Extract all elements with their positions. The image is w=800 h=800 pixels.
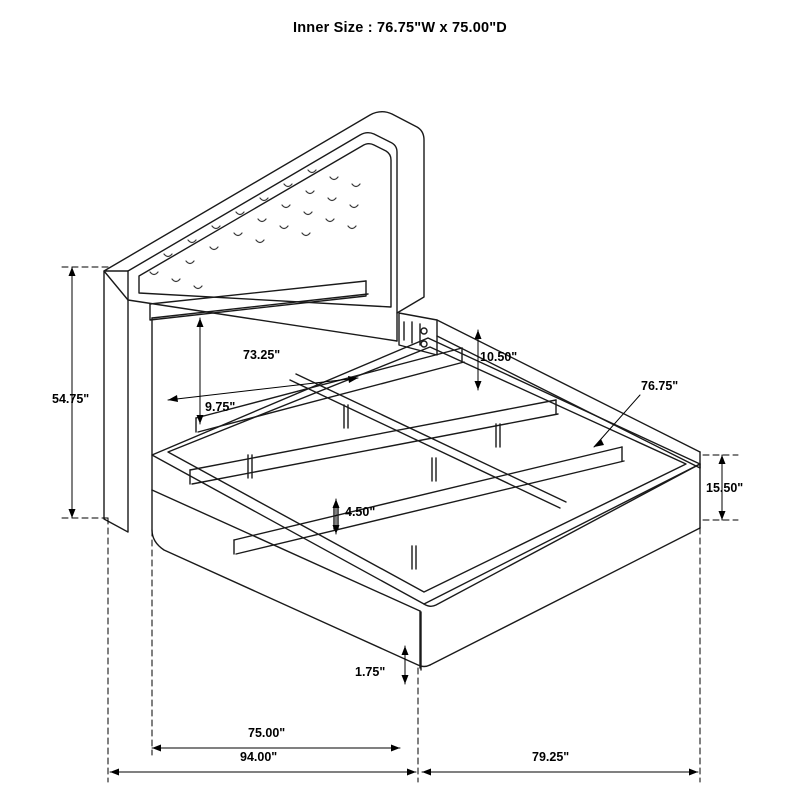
- deck-slats: [190, 348, 624, 554]
- dimension-label-inner-width-rail: 73.25": [243, 348, 281, 362]
- rail-bracket: [399, 313, 437, 355]
- dimension-label-slat-clearance: 9.75": [205, 400, 236, 414]
- dimension-label-side-rail-depth: 10.50": [480, 350, 518, 364]
- tufting-marks: [150, 170, 360, 289]
- dimension-lines: [62, 267, 738, 782]
- dimension-label-overall-width: 94.00": [240, 750, 278, 764]
- dimension-label-center-support-height: 4.50": [345, 505, 376, 519]
- dimension-label-overall-depth: 79.25": [532, 750, 570, 764]
- dimension-label-inner-width: 75.00": [248, 726, 286, 740]
- dimension-label-footboard-rail-height: 1.75": [355, 665, 386, 679]
- page-title: Inner Size : 76.75"W x 75.00"D: [293, 20, 507, 36]
- dimension-label-deck-height: 15.50": [706, 481, 744, 495]
- center-support-legs: [248, 405, 500, 569]
- platform-deck-frame: [152, 318, 700, 611]
- footboard-panel: [152, 464, 700, 670]
- dimension-label-overall-height: 54.75": [52, 392, 90, 406]
- upper-side-rail: [150, 281, 368, 320]
- dimension-label-inner-depth: 76.75": [641, 379, 679, 393]
